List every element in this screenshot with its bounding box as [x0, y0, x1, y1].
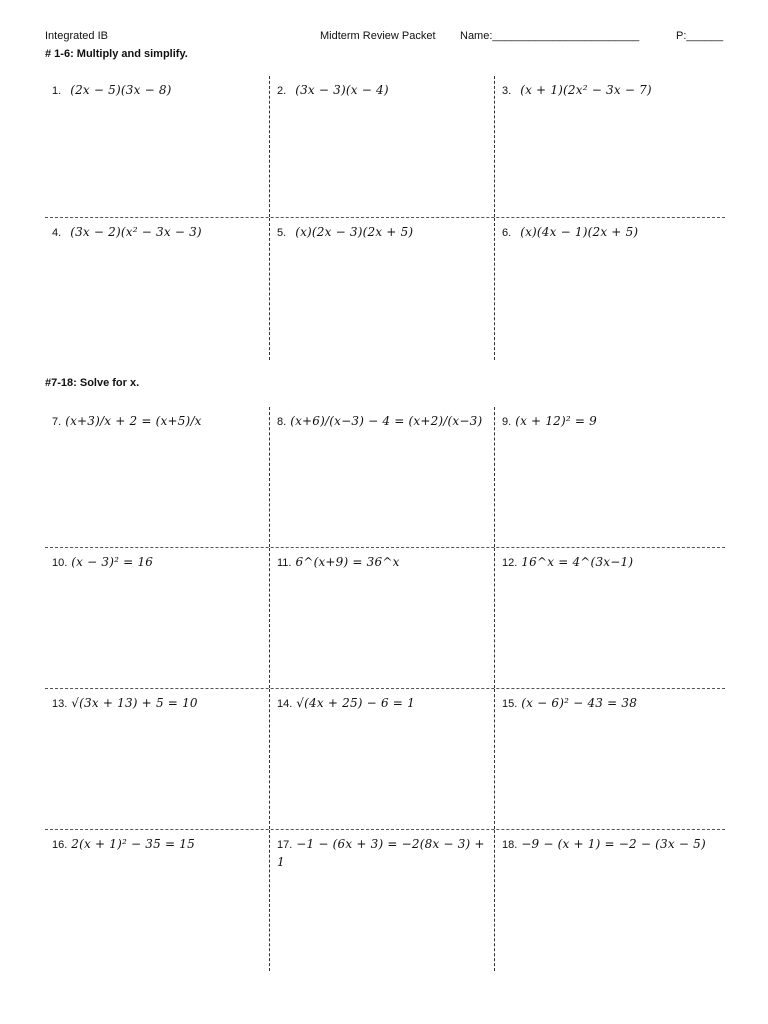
problem-cell	[495, 830, 720, 971]
problem-number: 5.	[277, 227, 287, 239]
problem-number: 9.	[502, 416, 512, 428]
problem-number: 15.	[502, 698, 518, 710]
problem-cell	[495, 218, 720, 360]
problem-cell	[270, 830, 495, 971]
name-field: Name:________________________	[460, 30, 640, 42]
problem-cell	[45, 76, 270, 217]
problem-expression: −9 − (x + 1) = −2 − (3x − 5)	[521, 837, 706, 851]
problem-cell	[495, 548, 720, 688]
problem-cell	[270, 689, 495, 829]
packet-title: Midterm Review Packet	[320, 30, 436, 42]
problem-expression: (2x − 5)(3x − 8)	[70, 83, 172, 97]
problem-expression: (x+6)/(x−3) − 4 = (x+2)/(x−3)	[290, 414, 483, 428]
problem-expression: (x + 12)² = 9	[515, 414, 598, 428]
problem-expression: (x+3)/x + 2 = (x+5)/x	[65, 414, 202, 428]
problem-number: 8.	[277, 416, 287, 428]
problem-cell	[495, 407, 720, 547]
problem-number: 14.	[277, 698, 293, 710]
problem-expression: (x − 6)² − 43 = 38	[521, 696, 638, 710]
section-heading-solve: #7-18: Solve for x.	[45, 377, 140, 389]
problem-number: 7.	[52, 416, 62, 428]
problem-number: 10.	[52, 557, 68, 569]
problem-cell	[45, 218, 270, 360]
problem-cell	[270, 407, 495, 547]
problem-row	[45, 830, 725, 971]
problem-row	[45, 407, 725, 548]
problem-expression: √(4x + 25) − 6 = 1	[296, 696, 415, 710]
problem-number: 4.	[52, 227, 62, 239]
problem-cell	[495, 689, 720, 829]
problem-expression: −1 − (6x + 3) = −2(8x − 3) + 1	[277, 837, 485, 869]
problem-number: 1.	[52, 85, 62, 97]
period-field: P:______	[676, 30, 724, 42]
problem-cell	[45, 407, 270, 547]
problem-number: 17.	[277, 839, 293, 851]
problem-cell	[45, 689, 270, 829]
problem-number: 2.	[277, 85, 287, 97]
problem-cell	[270, 548, 495, 688]
problem-row	[45, 76, 725, 218]
problem-cell	[45, 830, 270, 971]
problem-expression: 16^x = 4^(3x−1)	[521, 555, 634, 569]
problem-expression: (x + 1)(2x² − 3x − 7)	[520, 83, 652, 97]
problem-expression: (3x − 2)(x² − 3x − 3)	[70, 225, 202, 239]
problem-number: 12.	[502, 557, 518, 569]
problem-number: 13.	[52, 698, 68, 710]
problem-expression: (x)(4x − 1)(2x + 5)	[520, 225, 639, 239]
problem-row	[45, 548, 725, 689]
problem-expression: (x)(2x − 3)(2x + 5)	[295, 225, 414, 239]
section-heading-multiply: # 1-6: Multiply and simplify.	[45, 48, 188, 60]
problem-expression: 6^(x+9) = 36^x	[295, 555, 400, 569]
problem-number: 16.	[52, 839, 68, 851]
problem-expression: 2(x + 1)² − 35 = 15	[71, 837, 195, 851]
problem-row	[45, 218, 725, 360]
problem-expression: √(3x + 13) + 5 = 10	[71, 696, 198, 710]
problem-grid-multiply	[45, 76, 725, 360]
problem-cell	[45, 548, 270, 688]
problem-cell	[495, 76, 720, 217]
problem-number: 11.	[277, 557, 292, 569]
problem-grid-solve	[45, 407, 725, 972]
problem-number: 6.	[502, 227, 512, 239]
problem-expression: (3x − 3)(x − 4)	[295, 83, 389, 97]
problem-number: 18.	[502, 839, 518, 851]
problem-number: 3.	[502, 85, 512, 97]
problem-cell	[270, 218, 495, 360]
problem-expression: (x − 3)² = 16	[71, 555, 154, 569]
problem-cell	[270, 76, 495, 217]
course-name: Integrated IB	[45, 30, 108, 42]
problem-row	[45, 689, 725, 830]
